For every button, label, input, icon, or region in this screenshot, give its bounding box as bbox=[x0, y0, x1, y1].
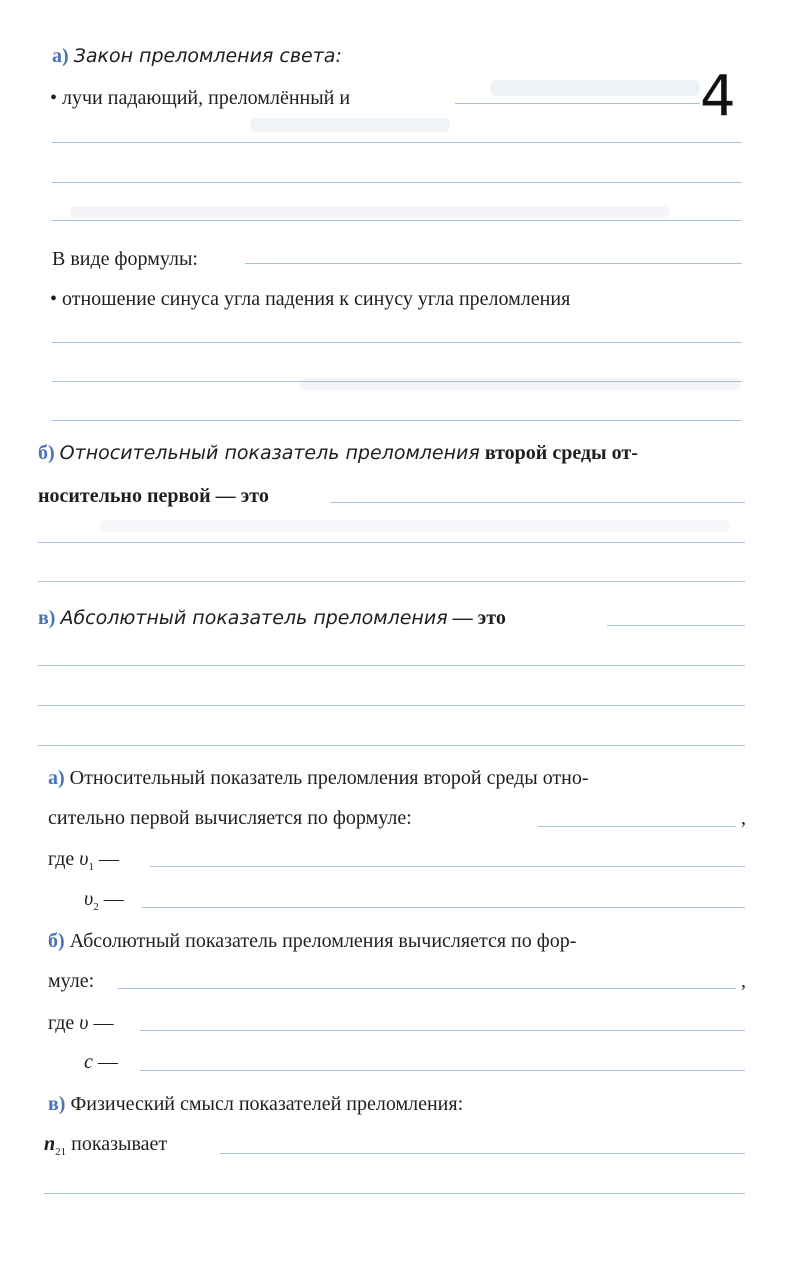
s2-v-marker: в) bbox=[48, 1093, 66, 1115]
s2-n-rest: показывает bbox=[66, 1133, 168, 1155]
s1-a-heading bbox=[52, 43, 342, 69]
s2-v1-sub: 1 bbox=[88, 861, 94, 873]
s2-b-line1 bbox=[48, 928, 576, 954]
ghost-bleed-3 bbox=[70, 206, 670, 218]
answer-line[interactable] bbox=[38, 665, 745, 666]
s2-where-label: где bbox=[48, 848, 80, 870]
s2-b-line2: муле: bbox=[48, 970, 95, 992]
s2-b-comma: , bbox=[741, 970, 746, 992]
s2-c-dash: — bbox=[97, 1051, 118, 1073]
s1-formula-label: В виде формулы: bbox=[52, 248, 198, 270]
s1-bullet2: • отношение синуса угла падения к синусу угла преломления bbox=[50, 288, 571, 310]
s2-v2-dash: — bbox=[103, 888, 124, 910]
s1-b-marker: б) bbox=[38, 442, 55, 464]
s2-n21-row bbox=[44, 1131, 167, 1165]
answer-line[interactable] bbox=[44, 1193, 745, 1194]
s1-v-rest: — это bbox=[447, 607, 506, 629]
answer-line[interactable] bbox=[52, 342, 742, 343]
s2-v-symbol: υ bbox=[79, 1012, 89, 1034]
answer-line[interactable] bbox=[52, 381, 742, 382]
answer-line[interactable] bbox=[150, 866, 745, 867]
s2-b-text1: Абсолютный показатель преломления вычисляется по фор- bbox=[69, 930, 577, 952]
answer-line[interactable] bbox=[220, 1153, 745, 1154]
s1-b-line2: носительно первой — это bbox=[38, 485, 269, 507]
s2-a-line1 bbox=[48, 765, 589, 791]
page-number: 4 bbox=[700, 64, 736, 129]
s2-v2-symbol: υ bbox=[84, 888, 94, 910]
ghost-bleed-4 bbox=[300, 378, 740, 390]
answer-line[interactable] bbox=[140, 1070, 745, 1071]
answer-line[interactable] bbox=[455, 103, 700, 104]
s2-where-v-label: где bbox=[48, 1012, 80, 1034]
s2-v1-dash: — bbox=[98, 848, 119, 870]
s2-v-text: Физический смысл показателей преломления: bbox=[70, 1093, 464, 1115]
s1-bullet1: • лучи падающий, преломлённый и bbox=[50, 87, 351, 109]
ghost-bleed-5 bbox=[100, 520, 730, 532]
s2-v1-symbol: υ bbox=[79, 848, 89, 870]
s2-v-line bbox=[48, 1091, 463, 1117]
s1-b-title: Относительный показатель преломления bbox=[59, 442, 480, 464]
ghost-bleed-2 bbox=[250, 118, 450, 132]
answer-line[interactable] bbox=[52, 182, 742, 183]
s2-c-row bbox=[84, 1049, 118, 1075]
s2-b-marker: б) bbox=[48, 930, 65, 952]
answer-line[interactable] bbox=[38, 705, 745, 706]
s1-v-heading bbox=[38, 605, 506, 631]
s2-v2-row bbox=[84, 886, 124, 920]
s2-where-v1 bbox=[48, 846, 119, 880]
s2-a-marker: а) bbox=[48, 767, 65, 789]
answer-line[interactable] bbox=[142, 907, 745, 908]
s1-b-rest: второй среды от- bbox=[479, 442, 638, 464]
s2-a-line2: сительно первой вычисляется по формуле: bbox=[48, 807, 412, 829]
s2-c-symbol: c bbox=[84, 1051, 93, 1073]
answer-line[interactable] bbox=[118, 988, 736, 989]
s2-a-text1: Относительный показатель преломления второй среды отно- bbox=[69, 767, 589, 789]
s1-a-title: Закон преломления света: bbox=[73, 45, 342, 67]
s2-n-sub: 21 bbox=[55, 1146, 67, 1158]
s1-v-marker: в) bbox=[38, 607, 56, 629]
s2-v2-sub: 2 bbox=[93, 901, 99, 913]
answer-line[interactable] bbox=[52, 142, 742, 143]
s2-where-v bbox=[48, 1010, 113, 1036]
s2-a-comma: , bbox=[741, 807, 746, 829]
answer-line[interactable] bbox=[52, 220, 742, 221]
answer-line[interactable] bbox=[38, 542, 745, 543]
s2-n-symbol: n bbox=[44, 1133, 56, 1155]
s1-b-heading bbox=[38, 440, 638, 466]
ghost-bleed-1 bbox=[490, 80, 700, 96]
answer-line[interactable] bbox=[538, 826, 736, 827]
answer-line[interactable] bbox=[38, 581, 745, 582]
answer-line[interactable] bbox=[52, 420, 742, 421]
answer-line[interactable] bbox=[245, 263, 742, 264]
s1-a-marker: а) bbox=[52, 45, 69, 67]
answer-line[interactable] bbox=[38, 745, 745, 746]
s2-v-dash: — bbox=[93, 1012, 114, 1034]
answer-line[interactable] bbox=[330, 502, 745, 503]
s1-v-title: Абсолютный показатель преломления bbox=[60, 607, 448, 629]
answer-line[interactable] bbox=[607, 625, 745, 626]
answer-line[interactable] bbox=[140, 1030, 745, 1031]
